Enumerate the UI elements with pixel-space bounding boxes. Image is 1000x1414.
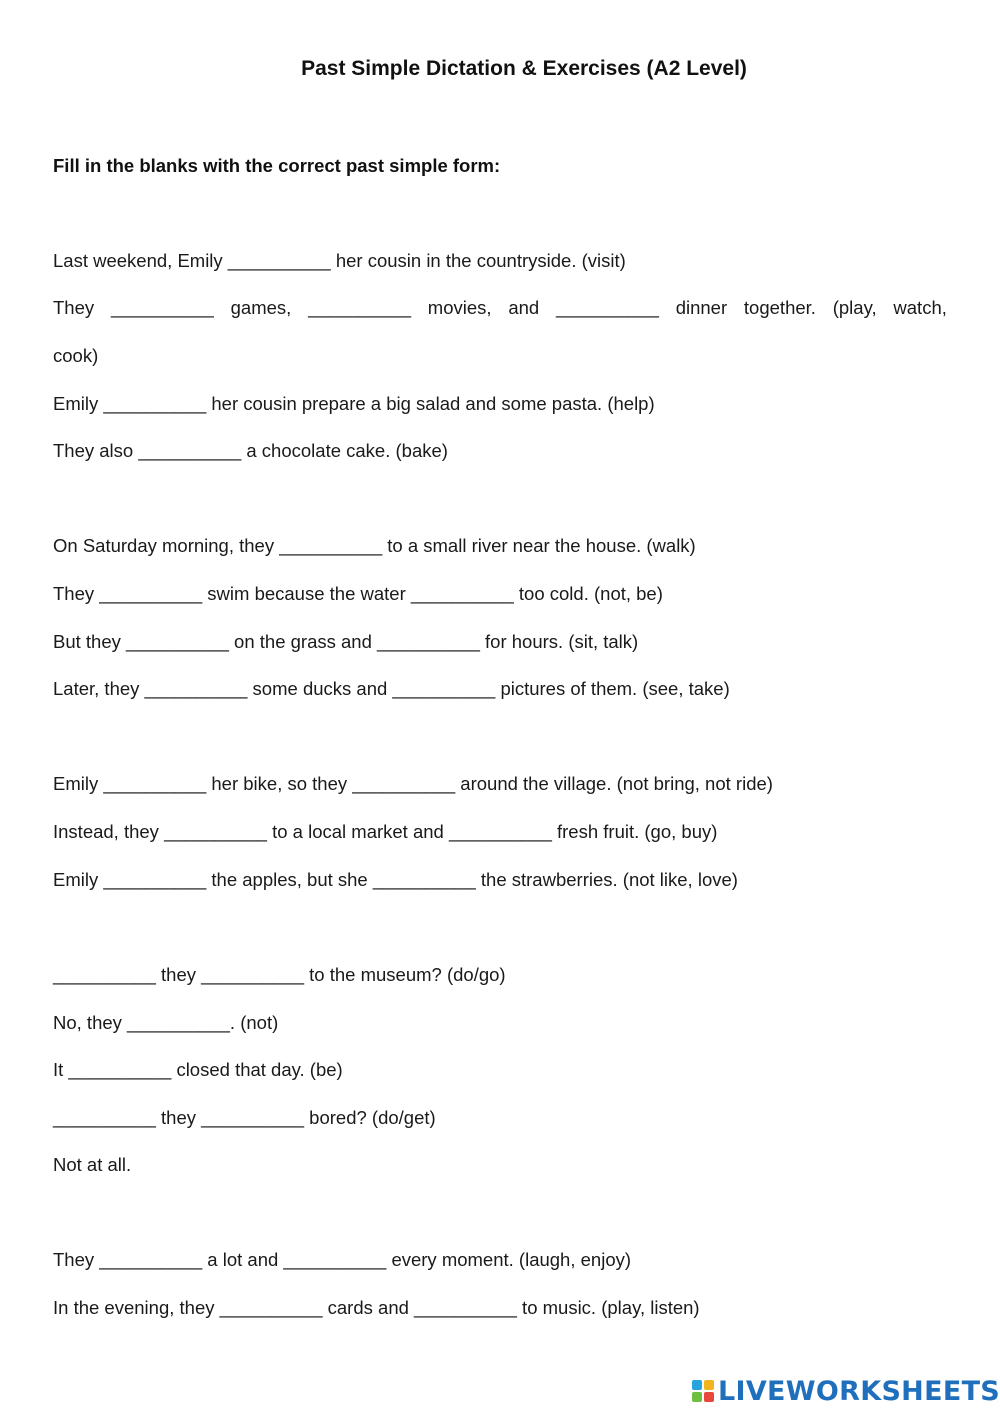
word: and <box>508 297 540 318</box>
logo-square <box>692 1380 702 1390</box>
exercise-line-justified <box>53 297 947 319</box>
logo-wordmark: LIVEWORKSHEETS <box>718 1375 1000 1407</box>
word: movies, <box>427 297 492 318</box>
exercise-line: But they __________ on the grass and __________ for hours. (sit, talk) <box>53 631 639 652</box>
exercise-line: They __________ a lot and __________ every moment. (laugh, enjoy) <box>53 1249 632 1270</box>
logo-square <box>704 1392 714 1402</box>
word: games, <box>230 297 292 318</box>
exercise-line: Later, they __________ some ducks and __________ pictures of them. (see, take) <box>53 678 730 699</box>
exercise-line: __________ they __________ bored? (do/get) <box>53 1107 436 1128</box>
exercise-line: In the evening, they __________ cards and __________ to music. (play, listen) <box>53 1297 700 1318</box>
exercise-line: It __________ closed that day. (be) <box>53 1059 343 1080</box>
exercise-line: No, they __________. (not) <box>53 1012 279 1033</box>
word: (play, <box>832 297 877 318</box>
liveworksheets-logo <box>692 1374 1000 1408</box>
blank: __________ <box>308 297 411 318</box>
exercise-line: cook) <box>53 345 99 366</box>
logo-square <box>704 1380 714 1390</box>
exercise-line: Instead, they __________ to a local market and __________ fresh fruit. (go, buy) <box>53 821 718 842</box>
worksheet-title: Past Simple Dictation & Exercises (A2 Level) <box>301 57 747 80</box>
word: together. <box>743 297 816 318</box>
exercise-line: __________ they __________ to the museum? (do/go) <box>53 964 506 985</box>
instruction-heading: Fill in the blanks with the correct past simple form: <box>53 155 501 176</box>
logo-square <box>692 1392 702 1402</box>
blank: __________ <box>110 297 214 318</box>
word: watch, <box>893 297 947 318</box>
exercise-line: Last weekend, Emily __________ her cousin in the countryside. (visit) <box>53 250 626 271</box>
exercise-line: Emily __________ the apples, but she __________ the strawberries. (not like, love) <box>53 869 738 890</box>
exercise-line: They __________ swim because the water __________ too cold. (not, be) <box>53 583 663 604</box>
exercise-line: On Saturday morning, they __________ to a small river near the house. (walk) <box>53 535 696 556</box>
word: They <box>53 297 95 318</box>
blank: __________ <box>556 297 659 318</box>
exercise-line: Emily __________ her cousin prepare a big salad and some pasta. (help) <box>53 393 655 414</box>
liveworksheets-mark-icon <box>692 1380 714 1402</box>
exercise-line: They also __________ a chocolate cake. (bake) <box>53 440 448 461</box>
exercise-line: Emily __________ her bike, so they __________ around the village. (not bring, not ride) <box>53 773 773 794</box>
word: dinner <box>675 297 728 318</box>
exercise-line: Not at all. <box>53 1154 132 1175</box>
